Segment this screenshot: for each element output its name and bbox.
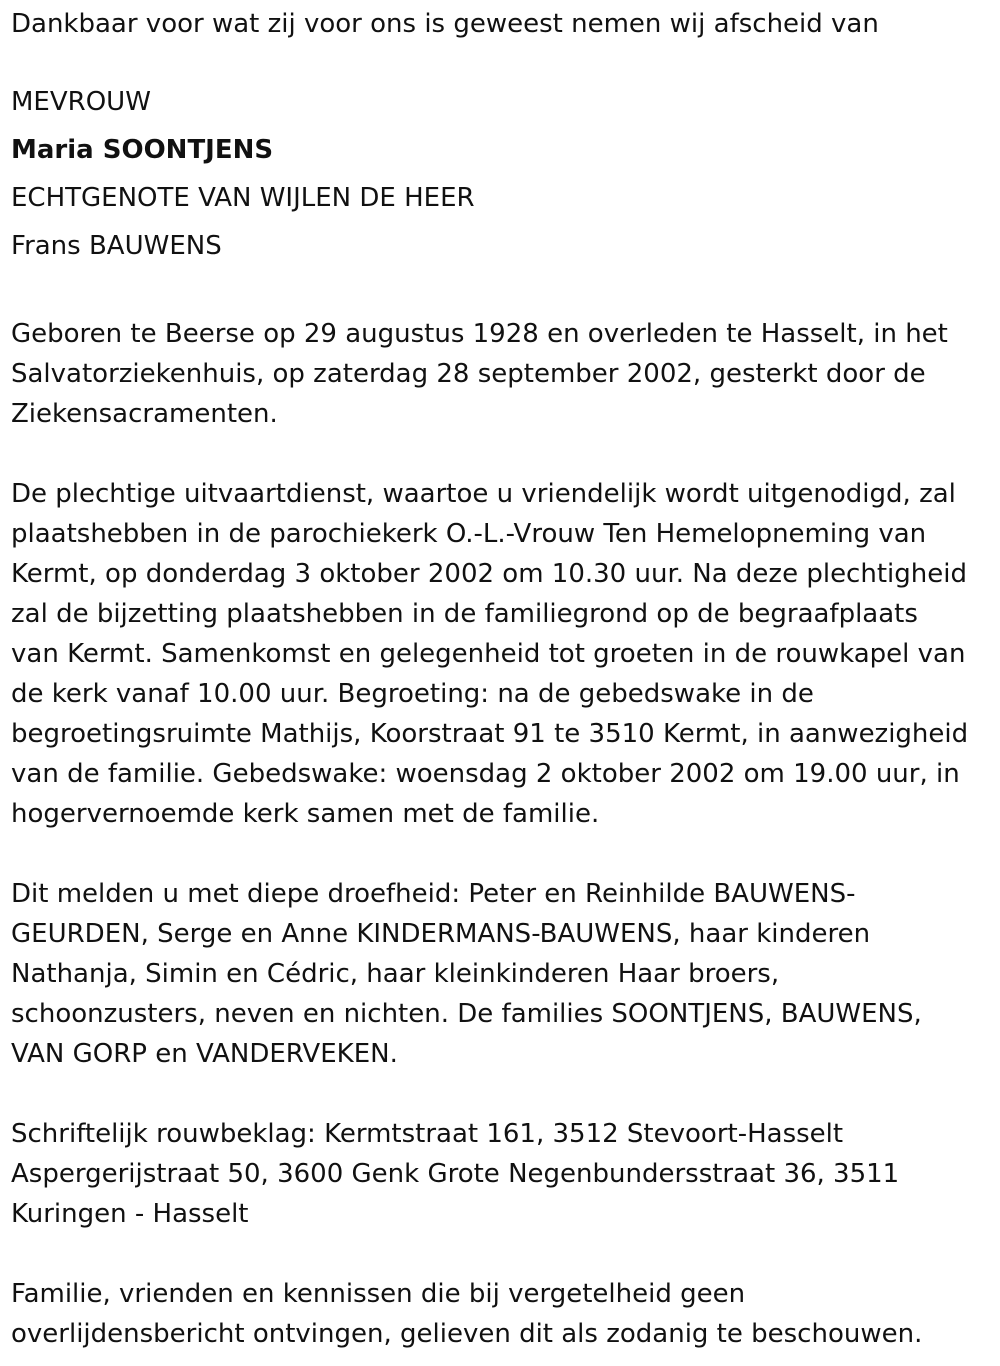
obituary-document — [11, 4, 991, 1354]
family-paragraph — [11, 874, 991, 1074]
paragraph-line: begroetingsruimte Mathijs, Koorstraat 91 te 3510 Kermt, in aanwezigheid — [11, 719, 969, 749]
funeral-paragraph — [11, 474, 991, 834]
paragraph-line: overlijdensbericht ontvingen, gelieven dit als zodanig te beschouwen. — [11, 1319, 923, 1349]
spacer — [11, 434, 991, 474]
relation-line: ECHTGENOTE VAN WIJLEN DE HEER — [11, 183, 475, 213]
closing-paragraph — [11, 1274, 991, 1354]
paragraph-line: van Kermt. Samenkomst en gelegenheid tot groeten in de rouwkapel van — [11, 639, 966, 669]
spacer — [11, 1234, 991, 1274]
paragraph-line: schoonzusters, neven en nichten. De families SOONTJENS, BAUWENS, — [11, 999, 922, 1029]
paragraph-line: Familie, vrienden en kennissen die bij vergetelheid geen — [11, 1279, 746, 1309]
spacer — [11, 270, 991, 314]
paragraph-line: de kerk vanaf 10.00 uur. Begroeting: na de gebedswake in de — [11, 679, 814, 709]
deceased-name: Maria SOONTJENS — [11, 135, 274, 165]
paragraph-line: Schriftelijk rouwbeklag: Kermtstraat 161, 3512 Stevoort-Hasselt — [11, 1119, 844, 1149]
paragraph-line: Geboren te Beerse op 29 augustus 1928 en overleden te Hasselt, in het — [11, 319, 948, 349]
paragraph-line: Nathanja, Simin en Cédric, haar kleinkinderen Haar broers, — [11, 959, 780, 989]
paragraph-line: De plechtige uitvaartdienst, waartoe u vriendelijk wordt uitgenodigd, zal — [11, 479, 956, 509]
paragraph-line: van de familie. Gebedswake: woensdag 2 oktober 2002 om 19.00 uur, in — [11, 759, 960, 789]
paragraph-line: VAN GORP en VANDERVEKEN. — [11, 1039, 398, 1069]
spouse-name: Frans BAUWENS — [11, 231, 222, 261]
intro-line: Dankbaar voor wat zij voor ons is geweest nemen wij afscheid van — [11, 9, 879, 39]
paragraph-line: Aspergerijstraat 50, 3600 Genk Grote Negenbundersstraat 36, 3511 — [11, 1159, 900, 1189]
paragraph-line: Kuringen - Hasselt — [11, 1199, 249, 1229]
birth-death-paragraph — [11, 314, 991, 434]
paragraph-line: Dit melden u met diepe droefheid: Peter en Reinhilde BAUWENS- — [11, 879, 856, 909]
spacer — [11, 44, 991, 78]
spacer — [11, 834, 991, 874]
paragraph-line: hogervernoemde kerk samen met de familie. — [11, 799, 600, 829]
paragraph-line: Salvatorziekenhuis, op zaterdag 28 september 2002, gesterkt door de — [11, 359, 926, 389]
spacer — [11, 1074, 991, 1114]
paragraph-line: zal de bijzetting plaatshebben in de familiegrond op de begraafplaats — [11, 599, 918, 629]
paragraph-line: Kermt, op donderdag 3 oktober 2002 om 10.30 uur. Na deze plechtigheid — [11, 559, 967, 589]
title-line: MEVROUW — [11, 87, 151, 117]
paragraph-line: Ziekensacramenten. — [11, 399, 278, 429]
condolences-paragraph — [11, 1114, 991, 1234]
paragraph-line: plaatshebben in de parochiekerk O.-L.-Vrouw Ten Hemelopneming van — [11, 519, 927, 549]
paragraph-line: GEURDEN, Serge en Anne KINDERMANS-BAUWENS, haar kinderen — [11, 919, 871, 949]
